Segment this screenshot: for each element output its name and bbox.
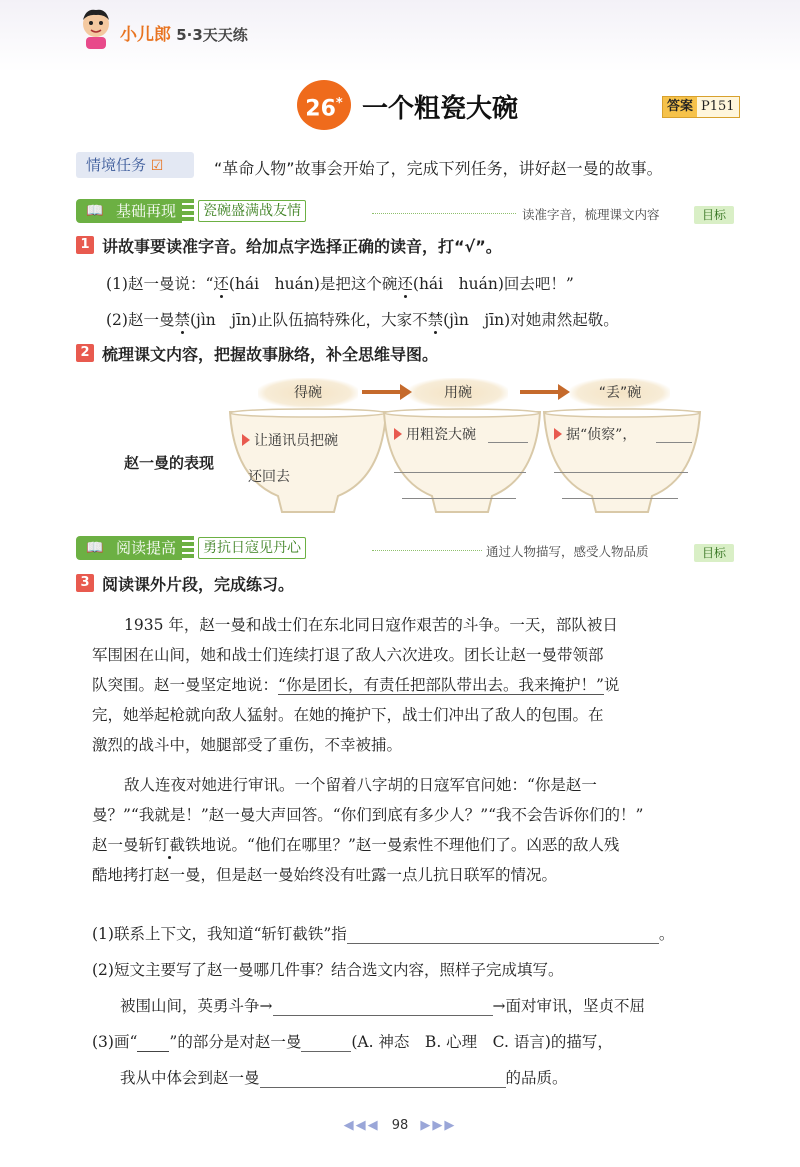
passage-line: 军围困在山间，她和战士们连续打退了敌人六次进攻。团长让赵一曼带领部: [92, 646, 604, 664]
answer-page: P151: [697, 97, 739, 117]
page-title: 一个粗瓷大碗: [362, 94, 519, 124]
section-basic-name: 基础再现: [114, 199, 182, 223]
section-stripes: [182, 199, 194, 223]
text: 。: [658, 925, 675, 943]
section-reading-subtitle: 勇抗日寇见丹心: [198, 537, 306, 559]
checkbox-icon: ☑: [150, 158, 164, 174]
text: 面对审讯，坚贞不屈: [505, 997, 646, 1015]
task-text: “革命人物”故事会开始了，完成下列任务，讲好赵一曼的故事。: [214, 159, 663, 178]
brand-name: 小儿郎: [120, 25, 171, 45]
question-number: 3: [76, 574, 94, 592]
stage-label: 用碗: [408, 378, 508, 408]
text: 止队伍搞特殊化，大家不: [257, 311, 428, 329]
right-arrows-icon: ▶▶▶: [420, 1118, 457, 1133]
sub-question-3-line2: [120, 1066, 568, 1088]
arrow-right-icon: [362, 390, 402, 394]
question-number: 2: [76, 344, 94, 362]
answer-blank[interactable]: [394, 472, 526, 473]
page-number: 98: [391, 1118, 409, 1133]
mascot-icon: [76, 6, 116, 50]
section-basic-subtitle: 瓷碗盛满战友情: [198, 200, 306, 222]
answer-blank[interactable]: [656, 442, 692, 443]
passage-line: 完，她举起枪就向敌人猛射。在她的掩护下，战士们冲出了敌人的包围。在: [92, 706, 604, 724]
pinyin-options[interactable]: (hái huán): [228, 275, 320, 293]
dotted-char: 禁: [427, 311, 444, 329]
passage-line: 酷地拷打赵一曼，但是赵一曼始终没有吐露一点儿抗日联军的情况。: [92, 866, 558, 884]
sub-question-1: [92, 922, 674, 944]
text: 赵一曼: [92, 836, 139, 854]
sub-question-2-flow: [120, 994, 645, 1016]
dotted-phrase: 斩钉截铁: [138, 836, 201, 854]
question-title: 梳理课文内容，把握故事脉络，补全思维导图。: [102, 345, 439, 364]
answer-blank[interactable]: [347, 925, 659, 944]
choice-options: (A. 神态 B. 心理 C. 语言)的描写，: [351, 1033, 613, 1051]
passage-paragraph-1: [92, 610, 732, 760]
question-title: 讲故事要读准字音。给加点字选择正确的读音，打“√”。: [102, 237, 502, 256]
bowl1-text: 让通讯员把碗: [254, 433, 338, 449]
answer-blank[interactable]: [402, 498, 516, 499]
book-icon: 📖: [76, 199, 114, 223]
answer-blank[interactable]: [562, 498, 678, 499]
task-tag-label: 情境任务: [86, 156, 147, 174]
passage-line: 曼？”“我就是！”赵一曼大声回答。“你们到底有多少人？”“我不会告诉你们的！”: [92, 806, 644, 824]
section-dots: [372, 550, 482, 551]
dotted-char: 禁: [174, 311, 190, 329]
pinyin-options[interactable]: (hái huán): [412, 275, 504, 293]
book-icon: 📖: [76, 536, 114, 560]
stage-label: “丢”碗: [570, 378, 670, 408]
bowl1-text: 还回去: [248, 469, 290, 485]
page-footer: [0, 1118, 800, 1133]
bowl2-text: 用粗瓷大碗: [406, 427, 476, 443]
task-tag: [76, 152, 194, 178]
question-title: 阅读课外片段，完成练习。: [102, 575, 295, 594]
brand: [120, 20, 248, 45]
pinyin-options[interactable]: (jìn jīn): [189, 311, 258, 329]
question-number: 1: [76, 236, 94, 254]
section-basic: [76, 199, 306, 223]
sub-question-3: [92, 1030, 613, 1052]
answer-blank[interactable]: [488, 442, 528, 443]
text: 说: [603, 676, 620, 694]
answer-blank[interactable]: [273, 997, 493, 1016]
left-arrows-icon: ◀◀◀: [343, 1118, 380, 1133]
section-stripes: [182, 536, 194, 560]
answer-label: 答案: [663, 97, 697, 117]
marker-icon: [394, 428, 402, 440]
section-reading: [76, 536, 306, 560]
section-basic-goal: 读准字音，梳理课文内容: [522, 207, 660, 222]
passage-line: [92, 830, 732, 860]
underline-sample: [137, 1037, 169, 1052]
passage-line: 1935 年，赵一曼和战士们在东北同日寇作艰苦的斗争。一天，部队被日: [124, 616, 618, 634]
lesson-star: *: [335, 96, 343, 111]
section-dots: [372, 213, 516, 214]
answer-blank[interactable]: [554, 472, 688, 473]
brand-series: 5·3天天练: [176, 26, 248, 44]
pinyin-options[interactable]: (jìn jīn): [443, 311, 511, 329]
underlined-quote: “你是团长，有责任把部队带出去。我来掩护！”: [278, 676, 604, 694]
text: 回去吧！”: [503, 275, 574, 293]
arrow-right-icon: →: [259, 997, 273, 1015]
text: (1)联系上下文，我知道“斩钉截铁”指: [92, 925, 347, 943]
dotted-char: 还: [397, 275, 413, 293]
marker-icon: [554, 428, 562, 440]
passage-paragraph-2: [92, 770, 732, 890]
text: 队突围。赵一曼坚定地说：: [92, 676, 279, 694]
diagram-row-label: 赵一曼的表现: [124, 454, 215, 472]
section-reading-goal: 通过人物描写，感受人物品质: [486, 544, 649, 559]
text: 是把这个碗: [319, 275, 398, 293]
text: 的品质。: [505, 1069, 568, 1087]
text: 对她肃然起敬。: [510, 311, 619, 329]
lesson-number: 26: [305, 96, 336, 122]
section-reading-name: 阅读提高: [114, 536, 182, 560]
q1-item2: [106, 308, 619, 330]
dotted-char: 还: [213, 275, 229, 293]
answer-reference[interactable]: [662, 96, 740, 118]
goal-tag: 目标: [694, 544, 734, 562]
goal-tag: 目标: [694, 206, 734, 224]
answer-blank[interactable]: [301, 1033, 351, 1052]
text: 被围山间，英勇斗争: [120, 997, 260, 1015]
arrow-right-icon: →: [492, 997, 506, 1015]
q1-item1: [106, 272, 574, 294]
lesson-number-badge: [297, 80, 351, 130]
sub-question-2: (2)短文主要写了赵一曼哪几件事？结合选文内容，照样子完成填写。: [92, 961, 564, 979]
arrow-right-icon: [520, 390, 560, 394]
text: (2)赵一曼: [106, 311, 175, 329]
marker-icon: [242, 434, 250, 446]
text: (3)画“: [92, 1033, 138, 1051]
text: ”的部分是对赵一曼: [169, 1033, 302, 1051]
passage-line: 敌人连夜对她进行审讯。一个留着八字胡的日寇军官问她：“你是赵一: [124, 776, 597, 794]
text: 我从中体会到赵一曼: [120, 1069, 260, 1087]
text: 地说。“他们在哪里？”赵一曼索性不理他们了。凶恶的敌人残: [200, 836, 620, 854]
answer-blank[interactable]: [260, 1069, 506, 1088]
passage-line: [92, 670, 732, 700]
bowl3-text: 据“侦察”，: [566, 427, 637, 443]
passage-line: 激烈的战斗中，她腿部受了重伤，不幸被捕。: [92, 736, 403, 754]
text: (1)赵一曼说：“: [106, 275, 214, 293]
bowl-shape: [228, 408, 388, 514]
stage-label: 得碗: [258, 378, 358, 408]
